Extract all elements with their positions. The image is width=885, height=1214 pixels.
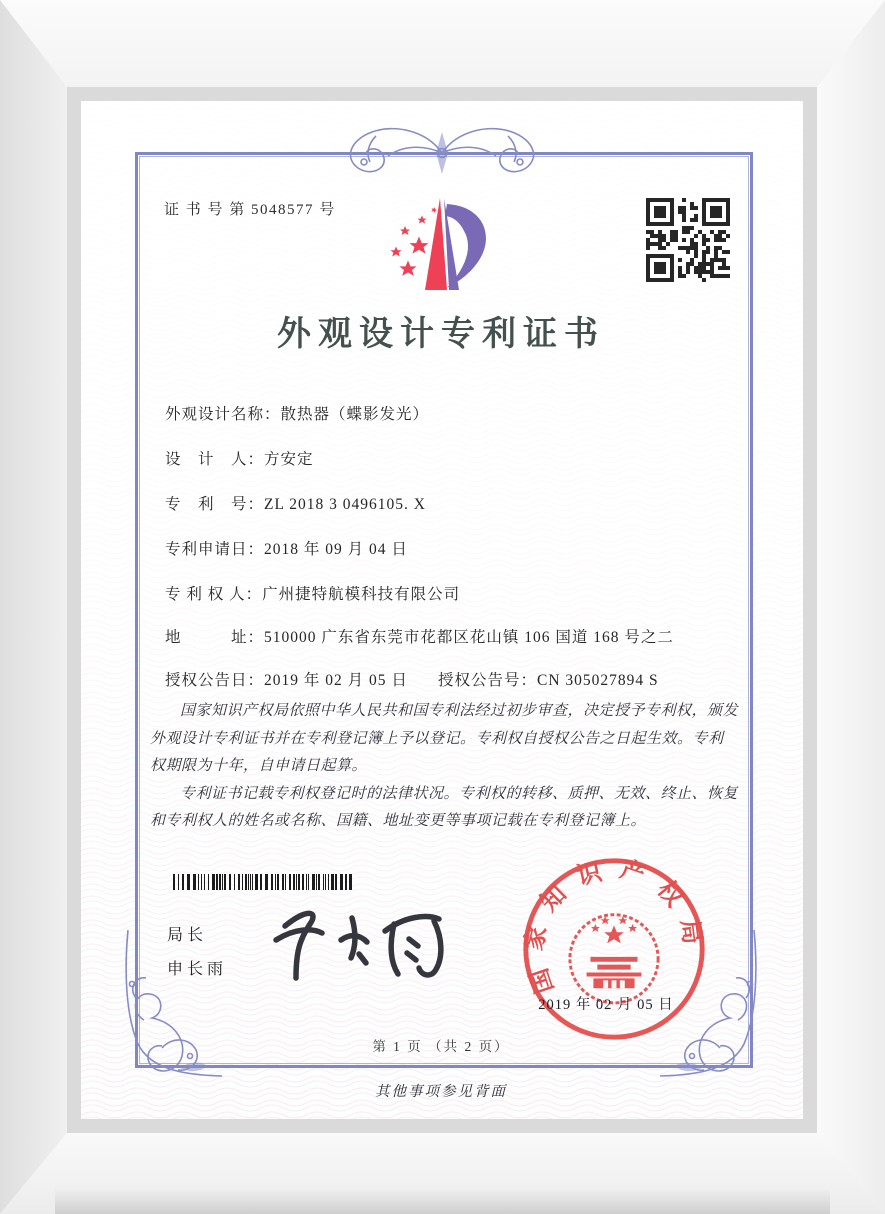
- field-address: [165, 625, 747, 647]
- seal-date: 2019 年 02 月 05 日: [538, 997, 674, 1013]
- field-value: 方安定: [264, 451, 314, 468]
- field-patent-no: [165, 492, 747, 514]
- field-value: 2018 年 09 月 04 日: [264, 541, 408, 558]
- border-flourish-top: [330, 120, 554, 186]
- field-value: 广州捷特航模科技有限公司: [262, 586, 461, 603]
- legal-paragraph-2: 专利证书记载专利权登记时的法律状况。专利权的转移、质押、无效、终止、恢复和专利权人的姓名或名称、国籍、地址变更等事项记载在专利登记簿上。: [150, 785, 739, 830]
- field-patentee: [165, 582, 747, 604]
- field-label: 专 利 号：: [165, 496, 265, 513]
- certificate-title: 外观设计专利证书: [277, 316, 605, 353]
- field-filing-date: [165, 537, 747, 559]
- cnipa-logo-icon: [383, 190, 495, 304]
- field-label: 专利申请日：: [165, 541, 265, 558]
- frame-right-face: [817, 0, 885, 1214]
- official-seal: [516, 851, 712, 1047]
- frame-top-face: [0, 0, 885, 87]
- director-name: 申长雨: [167, 961, 228, 978]
- legal-paragraph-1: 国家知识产权局依照中华人民共和国专利法经过初步审查，决定授予专利权，颁发外观设计专利证书并在专利登记簿上予以登记。专利权自授权公告之日起生效。专利权期限为十年，自申请日起算。: [150, 703, 739, 775]
- field-design-name: [165, 402, 747, 424]
- field-value: 散热器（蝶影发光）: [280, 406, 430, 423]
- footer-note: 其他事项参见背面: [375, 1084, 507, 1100]
- field-label: 外观设计名称：: [165, 406, 281, 423]
- qr-code: [646, 198, 730, 282]
- field-designer: [165, 447, 747, 469]
- grant-number: [438, 668, 659, 690]
- director-signature: [255, 888, 465, 993]
- border-flourish-bottom-left: [118, 928, 234, 1078]
- page-info: 第 1 页 （共 2 页）: [372, 1039, 510, 1054]
- field-value: CN 305027894 S: [537, 672, 659, 689]
- field-value: ZL 2018 3 0496105. X: [264, 496, 426, 513]
- field-label: 授权公告号：: [438, 672, 538, 689]
- field-label: 授权公告日：: [165, 672, 265, 689]
- frame-bottom-shadow: [55, 1189, 830, 1214]
- field-grant-row: [165, 668, 747, 690]
- grant-date: [165, 672, 408, 689]
- field-label: 设 计 人：: [165, 451, 265, 468]
- certificate-number: 证 书 号 第 5048577 号: [164, 202, 336, 218]
- svg-text:国家知识产权局: 国家知识产权局: [520, 855, 708, 997]
- field-value: 510000 广东省东莞市花都区花山镇 106 国道 168 号之二: [264, 629, 674, 646]
- legal-text: [150, 698, 738, 836]
- frame-left-face: [0, 0, 67, 1214]
- director-title: 局长: [167, 927, 208, 944]
- field-label: 地 址：: [165, 629, 265, 646]
- field-label: 专 利 权 人：: [165, 586, 263, 603]
- field-value: 2019 年 02 月 05 日: [264, 672, 408, 689]
